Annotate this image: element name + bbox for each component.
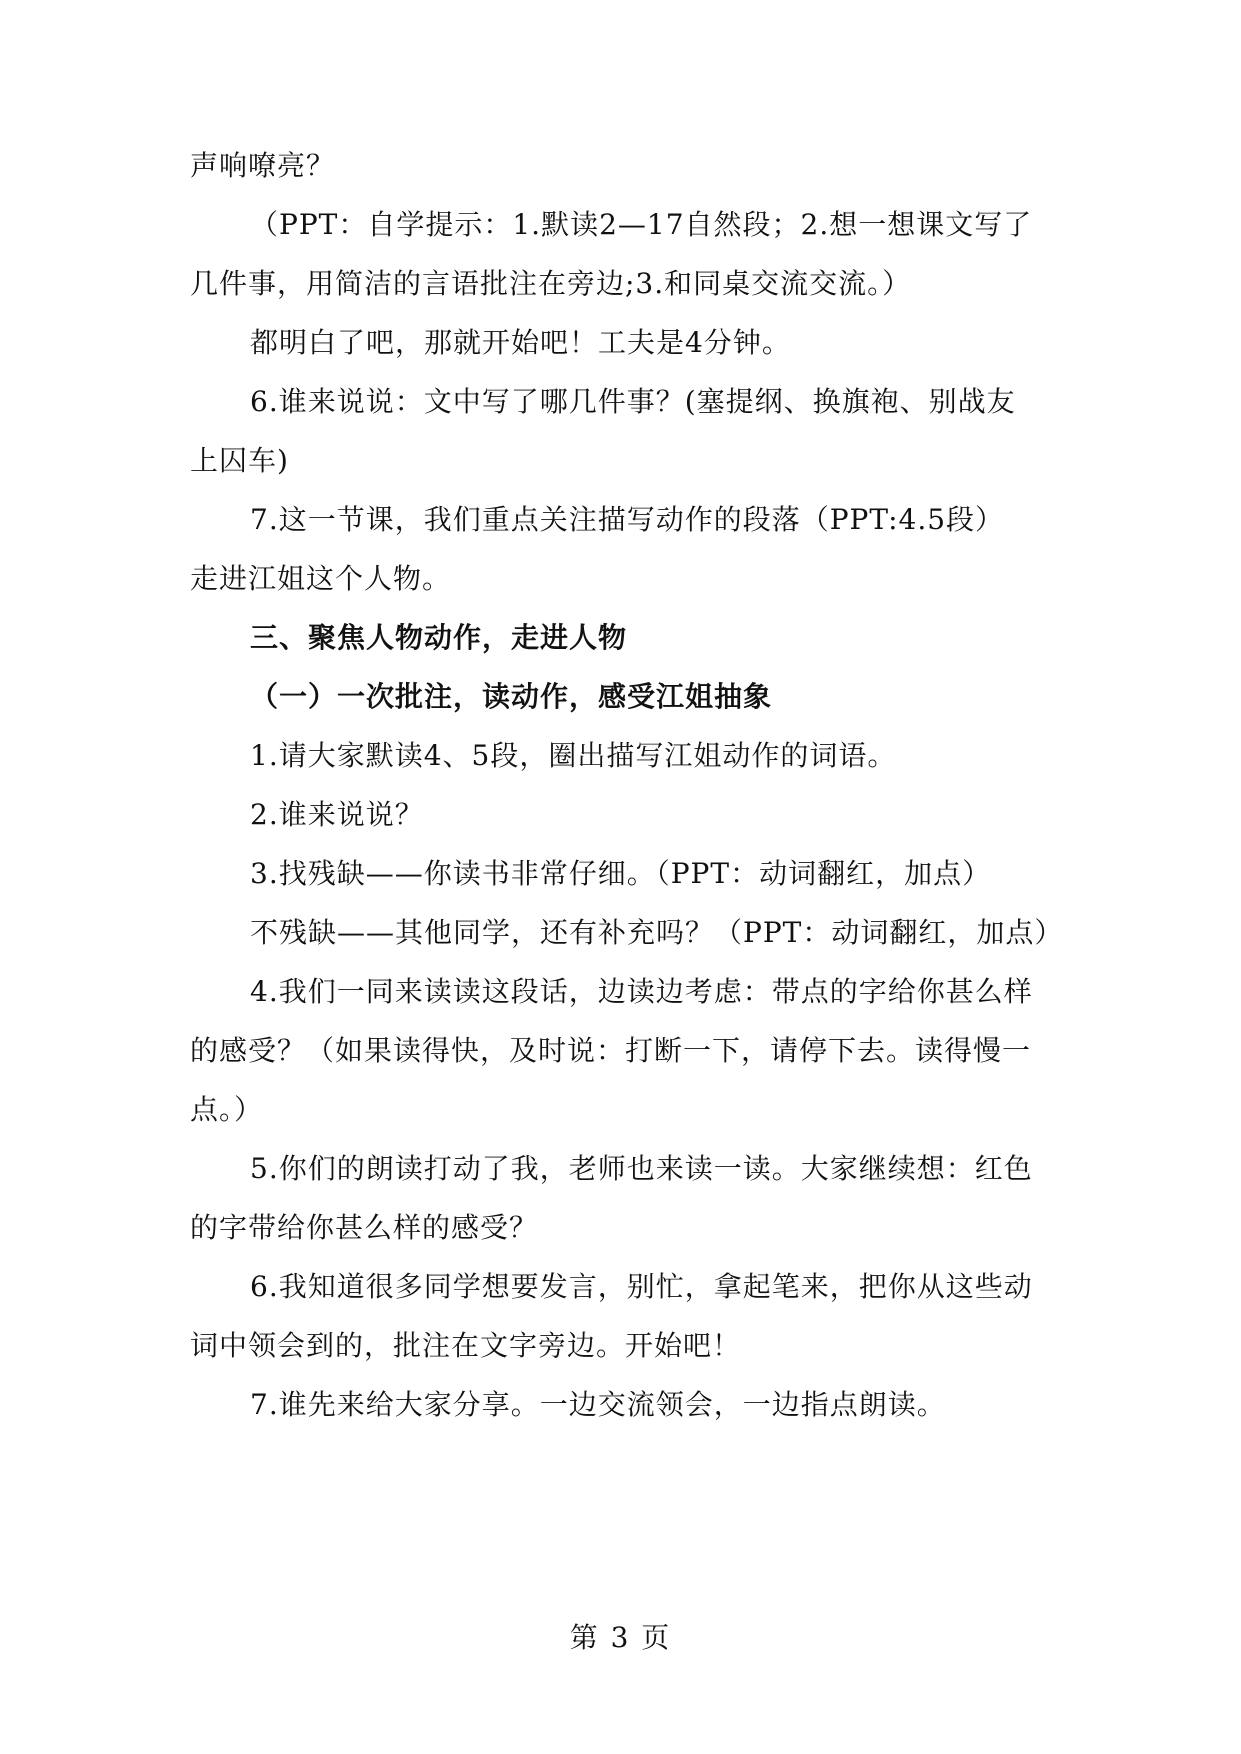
text-line: 2.谁来说说？ xyxy=(250,798,424,831)
text-line: 3.找残缺——你读书非常仔细。（PPT：动词翻红，加点） xyxy=(250,857,992,890)
section-heading: 三、聚焦人物动作，走进人物 xyxy=(250,621,628,654)
text-line: 5.你们的朗读打动了我，老师也来读一读。大家继续想：红色 xyxy=(250,1152,1033,1185)
text-line: 4.我们一同来读读这段话，边读边考虑：带点的字给你甚么样 xyxy=(250,975,1033,1008)
text-line: 上囚车) xyxy=(190,444,289,477)
page-number: 第 3 页 xyxy=(569,1621,672,1654)
text-line: 1.请大家默读4、5段，圈出描写江姐动作的词语。 xyxy=(250,739,897,772)
text-line: 走进江姐这个人物。 xyxy=(190,562,452,595)
text-line: 词中领会到的，批注在文字旁边。开始吧！ xyxy=(190,1329,742,1362)
text-line: 7.谁先来给大家分享。一边交流领会，一边指点朗读。 xyxy=(250,1388,946,1421)
subsection-heading: （一）一次批注，读动作，感受江姐抽象 xyxy=(250,680,773,713)
text-line: 都明白了吧，那就开始吧！工夫是4分钟。 xyxy=(250,326,791,359)
text-line: 6.谁来说说：文中写了哪几件事？(塞提纲、换旗袍、别战友 xyxy=(250,385,1016,418)
text-line: 6.我知道很多同学想要发言，别忙，拿起笔来，把你从这些动 xyxy=(250,1270,1033,1303)
text-line: 几件事，用简洁的言语批注在旁边;3.和同桌交流交流。） xyxy=(190,267,912,300)
text-line: 声响嘹亮？ xyxy=(190,149,336,182)
text-line: 点。） xyxy=(190,1093,264,1126)
text-line: 的字带给你甚么样的感受？ xyxy=(190,1211,539,1244)
text-line: （PPT：自学提示：1.默读2—17自然段；2.想一想课文写了 xyxy=(250,208,1033,241)
text-line: 的感受？（如果读得快，及时说：打断一下，请停下去。读得慢一 xyxy=(190,1034,1032,1067)
text-line: 不残缺——其他同学，还有补充吗？（PPT：动词翻红，加点） xyxy=(250,916,1064,949)
text-line: 7.这一节课，我们重点关注描写动作的段落（PPT:4.5段） xyxy=(250,503,1005,536)
